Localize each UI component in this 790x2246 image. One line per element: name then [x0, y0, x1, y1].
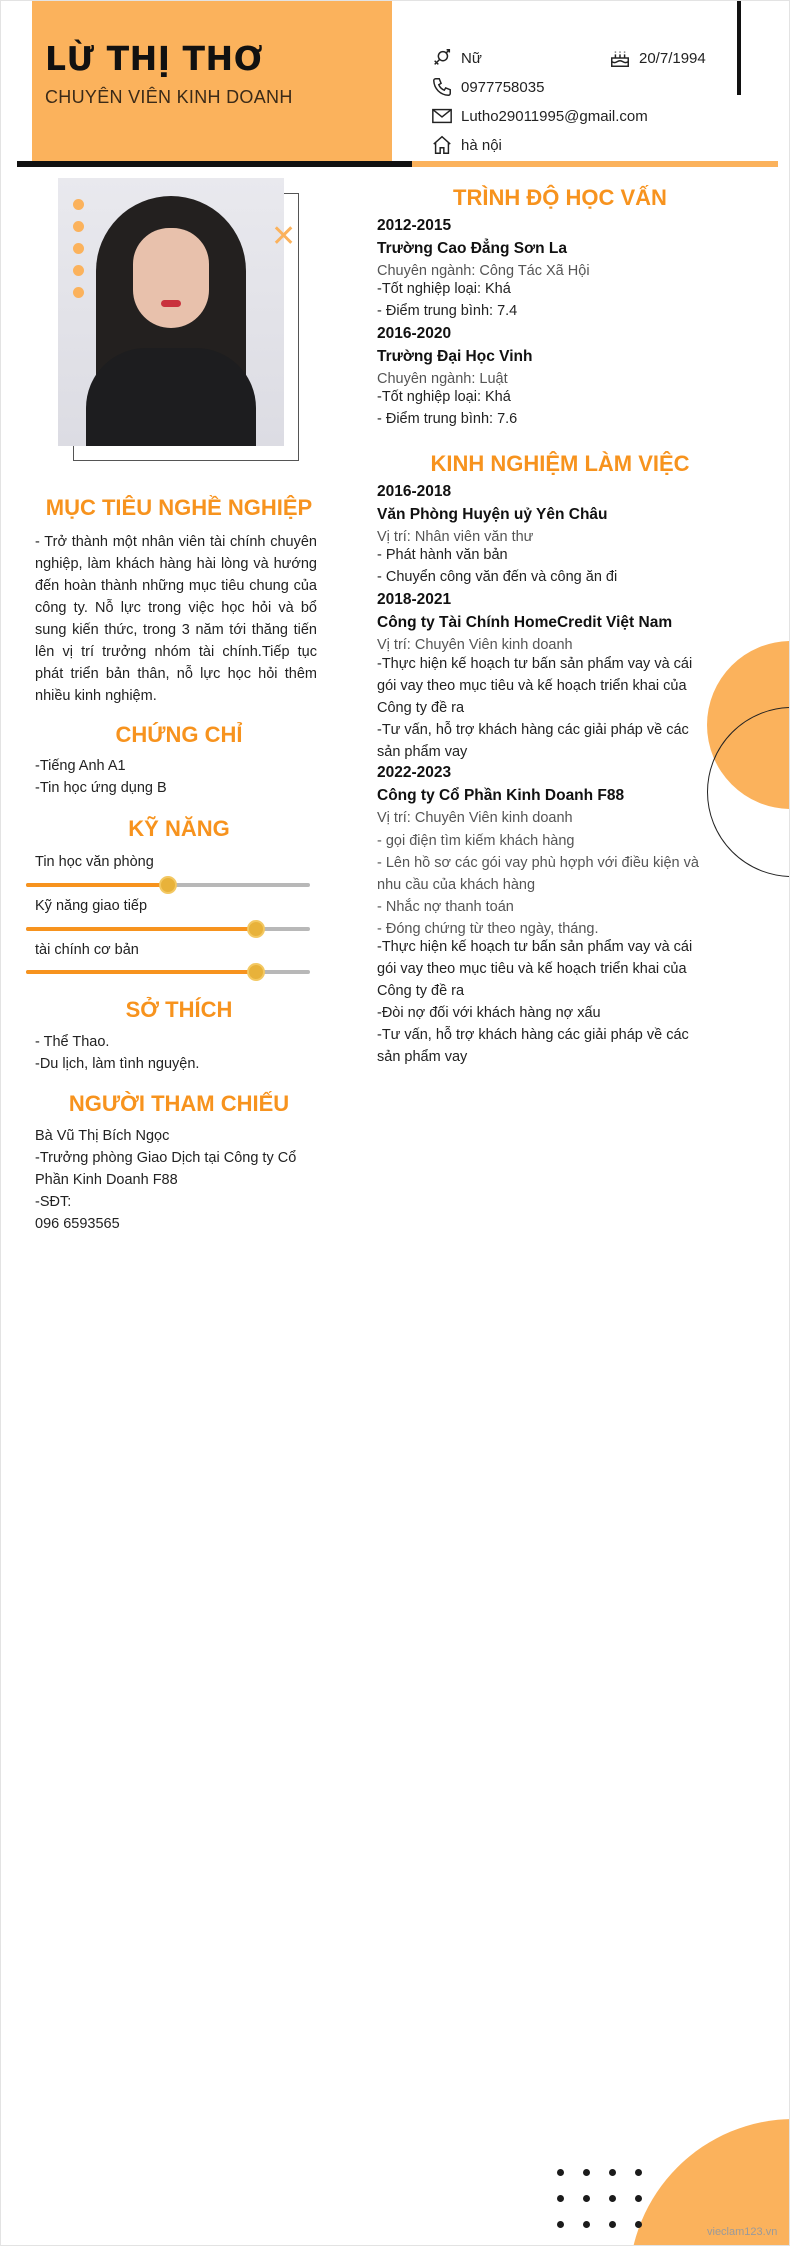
job-company: Văn Phòng Huyện uỷ Yên Châu: [377, 506, 608, 523]
job-duty: - Lên hồ sơ các gói vay phù hợph với điều kiện và nhu cầu của khách hàng: [377, 855, 699, 893]
education-major: Chuyên ngành: Công Tác Xã Hội: [377, 263, 590, 279]
reference-title: NGƯỜI THAM CHIẾU: [68, 1091, 290, 1116]
decorative-dot: [635, 2195, 642, 2202]
job-duty: - Phát hành văn bản: [377, 547, 508, 563]
education-gpa: - Điểm trung bình: 7.4: [377, 303, 518, 319]
education-school: Trường Đại Học Vinh: [377, 348, 533, 365]
hobby-item: -Du lịch, làm tình nguyện.: [35, 1056, 200, 1072]
education-years: 2016-2020: [377, 325, 452, 342]
header-vertical-bar: [737, 1, 741, 95]
skill-knob: [247, 920, 265, 938]
job-company: Công ty Tài Chính HomeCredit Việt Nam: [377, 614, 673, 631]
header-divider-orange: [412, 161, 778, 167]
address-value: hà nội: [461, 136, 502, 154]
decorative-dot: [609, 2169, 616, 2176]
decorative-dot: [557, 2169, 564, 2176]
education-grade: -Tốt nghiệp loại: Khá: [377, 389, 511, 405]
candidate-job-title: CHUYÊN VIÊN KINH DOANH: [45, 87, 293, 107]
decorative-dot: [583, 2169, 590, 2176]
education-school: Trường Cao Đẳng Sơn La: [377, 240, 567, 257]
reference-phone: 096 6593565: [35, 1216, 120, 1232]
job-duty: - Chuyển công văn đến và công ăn đi: [377, 569, 618, 585]
skill-label: Kỹ năng giao tiếp: [35, 898, 148, 914]
skill-bar: [26, 970, 310, 974]
decorative-dot: [609, 2195, 616, 2202]
objective-text: - Trở thành một nhân viên tài chính chuyên nghiệp, làm khách hàng hài lòng và hướng đến hoàn thành những mục tiêu chung của công ty. Nỗ lực trong việc học hỏi và bổ sung kiến thức, trong 3 năm tới thăng tiến lên vị trí trưởng nhóm tài chính.Tiếp tục phát triển bản thân, nỗ lực học hỏi thêm nhiều kinh nghiệm.: [35, 534, 317, 704]
contact-birthday: [609, 47, 706, 69]
job-position: Vị trí: Nhân viên văn thư: [377, 529, 534, 545]
decorative-dot: [557, 2221, 564, 2228]
photo-dot: [73, 287, 84, 298]
job-duty: -Thực hiện kế hoạch tư bấn sản phẩm vay và cái gói vay theo mục tiêu và kế hoạch triển khai của Công ty đề ra: [377, 656, 693, 716]
hobbies-title: SỞ THÍCH: [125, 997, 233, 1022]
skill-knob: [159, 876, 177, 894]
job-duty: -Tư vấn, hỗ trợ khách hàng các giải pháp về các sản phẩm vay: [377, 722, 689, 760]
decorative-dot: [635, 2169, 642, 2176]
education-title: TRÌNH ĐỘ HỌC VẤN: [453, 185, 667, 210]
decorative-dot: [583, 2195, 590, 2202]
job-duty: - gọi điện tìm kiếm khách hàng: [377, 833, 575, 849]
profile-photo: [58, 178, 284, 446]
skill-label: Tin học văn phòng: [35, 854, 154, 870]
birthday-cake-icon: [609, 47, 631, 69]
skill-bar-fill: [26, 970, 256, 974]
header-name-block: [32, 1, 392, 161]
contact-phone: [431, 76, 544, 98]
skill-label: tài chính cơ bản: [35, 942, 139, 958]
education-gpa: - Điểm trung bình: 7.6: [377, 411, 518, 427]
decorative-dot: [557, 2195, 564, 2202]
cross-decoration: ✕: [271, 220, 297, 253]
phone-icon: [431, 76, 453, 98]
contact-gender: [431, 47, 482, 69]
skills-title: KỸ NĂNG: [128, 816, 230, 841]
decorative-dot: [635, 2221, 642, 2228]
gender-icon: [431, 47, 453, 69]
home-icon: [431, 134, 453, 156]
photo-dot: [73, 221, 84, 232]
job-duty: -Thực hiện kế hoạch tư bấn sản phẩm vay và cái gói vay theo mục tiêu và kế hoạch triển khai của Công ty đề ra: [377, 939, 693, 999]
job-years: 2022-2023: [377, 764, 452, 781]
skill-bar: [26, 927, 310, 931]
education-grade: -Tốt nghiệp loại: Khá: [377, 281, 511, 297]
skill-knob: [247, 963, 265, 981]
reference-name: Bà Vũ Thị Bích Ngọc: [35, 1128, 170, 1144]
certificate-item: -Tin học ứng dụng B: [35, 780, 167, 796]
hobby-item: - Thể Thao.: [35, 1034, 110, 1050]
experience-title: KINH NGHIỆM LÀM VIỆC: [430, 451, 690, 476]
photo-dot: [73, 265, 84, 276]
gender-value: Nữ: [461, 49, 482, 67]
job-duty: -Đòi nợ đối với khách hàng nợ xấu: [377, 1005, 601, 1021]
phone-link[interactable]: 0977758035: [461, 78, 545, 96]
decorative-dot: [609, 2221, 616, 2228]
job-company: Công ty Cổ Phần Kinh Doanh F88: [377, 787, 625, 804]
skill-bar: [26, 883, 310, 887]
email-link[interactable]: Lutho29011995@gmail.com: [461, 107, 648, 125]
skill-bar-fill: [26, 927, 256, 931]
job-duty: -Tư vấn, hỗ trợ khách hàng các giải pháp về các sản phẩm vay: [377, 1027, 689, 1065]
watermark: vieclam123.vn: [707, 2226, 778, 2238]
job-duty: - Nhắc nợ thanh toán: [377, 899, 514, 915]
header-divider-black: [17, 161, 412, 167]
certificate-item: -Tiếng Anh A1: [35, 758, 126, 774]
job-years: 2018-2021: [377, 591, 452, 608]
skill-bar-fill: [26, 883, 168, 887]
candidate-name: LỪ THỊ THƠ: [45, 39, 263, 78]
contact-address: [431, 134, 502, 156]
job-duty: - Đóng chứng từ theo ngày, tháng.: [377, 921, 599, 937]
envelope-icon: [431, 105, 453, 127]
decorative-dot: [583, 2221, 590, 2228]
photo-dot: [73, 199, 84, 210]
contact-email: [431, 105, 648, 127]
job-position: Vị trí: Chuyên Viên kinh doanh: [377, 637, 573, 653]
education-years: 2012-2015: [377, 217, 452, 234]
objective-title: MỤC TIÊU NGHỀ NGHIỆP: [45, 495, 313, 520]
reference-position: -Trưởng phòng Giao Dịch tại Công ty Cổ Phần Kinh Doanh F88: [35, 1150, 297, 1188]
education-major: Chuyên ngành: Luật: [377, 371, 508, 387]
job-years: 2016-2018: [377, 483, 452, 500]
birthday-value: 20/7/1994: [639, 49, 706, 67]
reference-phone-label: -SĐT:: [35, 1194, 72, 1210]
job-position: Vị trí: Chuyên Viên kinh doanh: [377, 810, 573, 826]
photo-dot: [73, 243, 84, 254]
certificates-title: CHỨNG CHỈ: [115, 722, 243, 747]
